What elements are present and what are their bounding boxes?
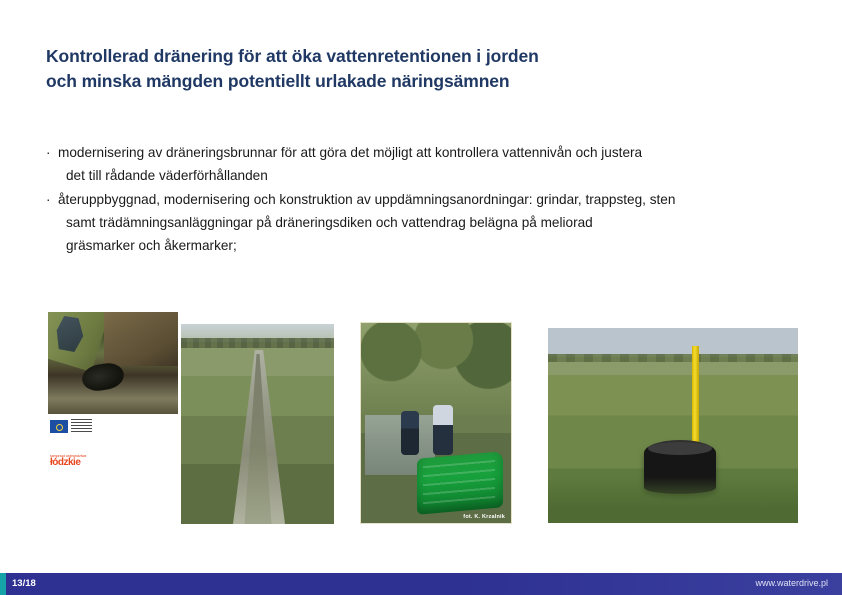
photo-person-2-shape: [433, 405, 453, 455]
photo-drainage-ditch: [181, 324, 334, 524]
list-item-text-continuation-2: gräsmarker och åkermarker;: [66, 237, 237, 253]
eu-flag-icon: [50, 420, 68, 433]
title-line-2: och minska mängden potentiellt urlakade näringsämnen: [46, 70, 510, 91]
list-item-text: modernisering av dräneringsbrunnar för att göra det möjligt att kontrollera vattennivån och justera: [58, 145, 643, 160]
bullet-list: [46, 142, 806, 259]
photo-foreground-grass-shape: [548, 477, 798, 523]
photo-soil-shape: [104, 312, 178, 366]
photo-inflatable-dam: [360, 322, 512, 524]
photo-tree-canopy-shape: [361, 323, 511, 415]
list-item: [46, 189, 806, 257]
list-item-text-continuation: samt trädämningsanläggningar på dräneringsdiken och vattendrag belägna på meliorad: [66, 215, 593, 231]
photo-horizon-shape: [548, 354, 798, 362]
slide-footer: [0, 573, 842, 595]
eu-emblem-logo: [48, 416, 94, 452]
bullet-marker-icon: ·: [46, 192, 51, 208]
photo-control-well: [548, 328, 798, 523]
list-item-text-continuation: det till rådande väderförhållanden: [66, 167, 268, 183]
lodzkie-logo-subtext: samorząd województwa: [50, 454, 87, 458]
lodzkie-logo: [48, 454, 94, 488]
list-item-text: återuppbyggnad, modernisering och konstruktion av uppdämningsanordningar: grindar, trappsteg, sten: [58, 192, 676, 208]
photo-credit: fot. K. Krzalnik: [463, 514, 505, 520]
footer-accent-bar: [0, 573, 6, 595]
photo-yellow-pole-shape: [692, 346, 699, 450]
title-line-1: Kontrollerad dränering för att öka vattenretentionen i jorden: [46, 46, 539, 66]
photo-person-1-shape: [401, 411, 419, 455]
photo-treeline-shape: [181, 338, 334, 348]
list-item: [46, 142, 806, 187]
bullet-marker-icon: ·: [46, 145, 51, 160]
page-number: 13/18: [12, 578, 36, 589]
photo-green-dam-bag-shape: [417, 451, 503, 515]
photo-culvert-works: [48, 312, 178, 414]
logo-text-lines: [71, 419, 92, 434]
lodzkie-logo-text: łódzkie: [50, 457, 81, 468]
page-title: [46, 44, 786, 94]
footer-website-link[interactable]: www.waterdrive.pl: [755, 578, 828, 588]
